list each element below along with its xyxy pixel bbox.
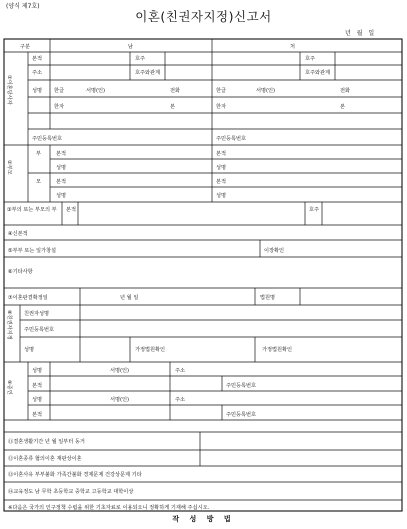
parents-mother-name-w: 성명 xyxy=(216,193,227,199)
header-label: 구분 xyxy=(20,44,31,50)
section-foster: ③부의 또는 부모의 부 xyxy=(7,207,57,213)
parties-husband-juso: 주소 xyxy=(32,70,43,76)
stats-note: ※다음은 국가의 인구정책 수립을 위한 기초자료로 이용되오니 정확하게 기재해 주십시오. xyxy=(8,505,210,511)
section-family-register: ④신본적 xyxy=(8,231,28,237)
parties-husband-seal: 서명(인) xyxy=(86,88,106,94)
guardian-jumin: 주민등록번호 xyxy=(24,327,55,333)
filing-date: 년 월 일 xyxy=(345,30,377,37)
court-date: 년 월 일 xyxy=(120,295,139,301)
parents-mother-bonjeok-w: 본적 xyxy=(216,179,227,185)
parents-mother-name-h: 성명 xyxy=(56,193,67,199)
parties-wife-hoju: 호주 xyxy=(305,56,316,62)
witness1-name: 성명 xyxy=(32,368,43,374)
parties-wife-phone: 전화 xyxy=(340,88,351,94)
parties-wife-jumin: 주민등록번호 xyxy=(216,136,247,142)
guardian-court-confirm-1: 가정법원확인 xyxy=(135,347,166,353)
section-other: ⑥기타사항 xyxy=(8,269,33,275)
witness1-seal: 서명(인) xyxy=(110,368,130,374)
witness2-bonjeok: 본적 xyxy=(32,412,43,418)
parties-wife-hangeul: 한글 xyxy=(216,88,227,94)
parents-father-name-h: 성명 xyxy=(56,165,67,171)
parents-father: 부 xyxy=(36,151,42,157)
guardian-child-name: 친권자성명 xyxy=(24,311,50,317)
parents-father-bonjeok-w: 본적 xyxy=(216,151,227,157)
parties-husband-phone: 전화 xyxy=(170,88,181,94)
form-number: (양식 제7호) xyxy=(6,3,40,10)
parties-husband-bonjeok: 본적 xyxy=(32,56,43,62)
stats-row-2: ⑫이혼종류 협의이혼 재판상이혼 xyxy=(8,456,82,462)
footer-title: 작 성 방 법 xyxy=(172,515,235,523)
stats-row-4: ⑭교육정도 남 무학 초등학교 중학교 고등학교 대학이상 xyxy=(8,489,134,495)
section-court: ⑦이혼판결확정일 xyxy=(8,295,48,301)
parties-wife-seal: 서명(인) xyxy=(256,88,276,94)
foster-hoju: 호주 xyxy=(309,207,320,213)
residence-ijang: 이장확인 xyxy=(264,248,285,254)
witness2-jumin: 주민등록번호 xyxy=(226,412,257,418)
parties-husband-hangeul: 한글 xyxy=(54,88,65,94)
witness1-bonjeok: 본적 xyxy=(32,383,43,389)
section-parties: ①이혼당사자 xyxy=(6,75,12,105)
parents-father-bonjeok-h: 본적 xyxy=(56,151,67,157)
parties-husband-hanja: 한자 xyxy=(54,104,65,110)
stats-row-3: ⑬이혼사유 부부불화 가족간불화 경제문제 건강상문제 기타 xyxy=(8,472,142,478)
witness2-juso: 주소 xyxy=(175,397,186,403)
witness2-name: 성명 xyxy=(32,397,43,403)
parents-mother-bonjeok-h: 본적 xyxy=(56,179,67,185)
court-name: 법원명 xyxy=(260,295,276,301)
header-husband: 남 xyxy=(128,44,134,50)
section-parents: ②부모 xyxy=(6,160,12,175)
parties-husband-name: 성명 xyxy=(32,88,43,94)
guardian-name: 성명 xyxy=(24,347,35,353)
parents-father-name-w: 성명 xyxy=(216,165,227,171)
section-witness: ⑨증인 xyxy=(6,380,12,395)
parties-husband-hoju: 호주 xyxy=(135,56,146,62)
header-wife: 처 xyxy=(290,44,296,50)
parties-husband-jumin: 주민등록번호 xyxy=(32,136,63,142)
stats-row-1: ⑪결혼생활기간 년 월 일부터 동거 xyxy=(8,439,85,445)
form-title: 이혼(친권자지정)신고서 xyxy=(135,9,272,24)
parties-wife-hoju-relation: 호주와관계 xyxy=(305,70,331,76)
witness1-jumin: 주민등록번호 xyxy=(226,383,257,389)
parties-husband-bon: 본 xyxy=(170,104,176,110)
parties-wife-bon: 본 xyxy=(340,104,346,110)
parents-mother: 모 xyxy=(36,179,42,185)
foster-bonjeok: 본적 xyxy=(66,207,77,213)
witness1-juso: 주소 xyxy=(175,368,186,374)
guardian-court-confirm-2: 가정법원확인 xyxy=(262,347,293,353)
parties-husband-hoju-relation: 호주와관계 xyxy=(135,70,161,76)
section-guardian: ⑧친권자지정 xyxy=(6,310,12,340)
section-residence: ⑤부부 또는 일가창설 xyxy=(8,248,57,254)
parties-wife-hanja: 한자 xyxy=(216,104,227,110)
witness2-seal: 서명(인) xyxy=(110,397,130,403)
